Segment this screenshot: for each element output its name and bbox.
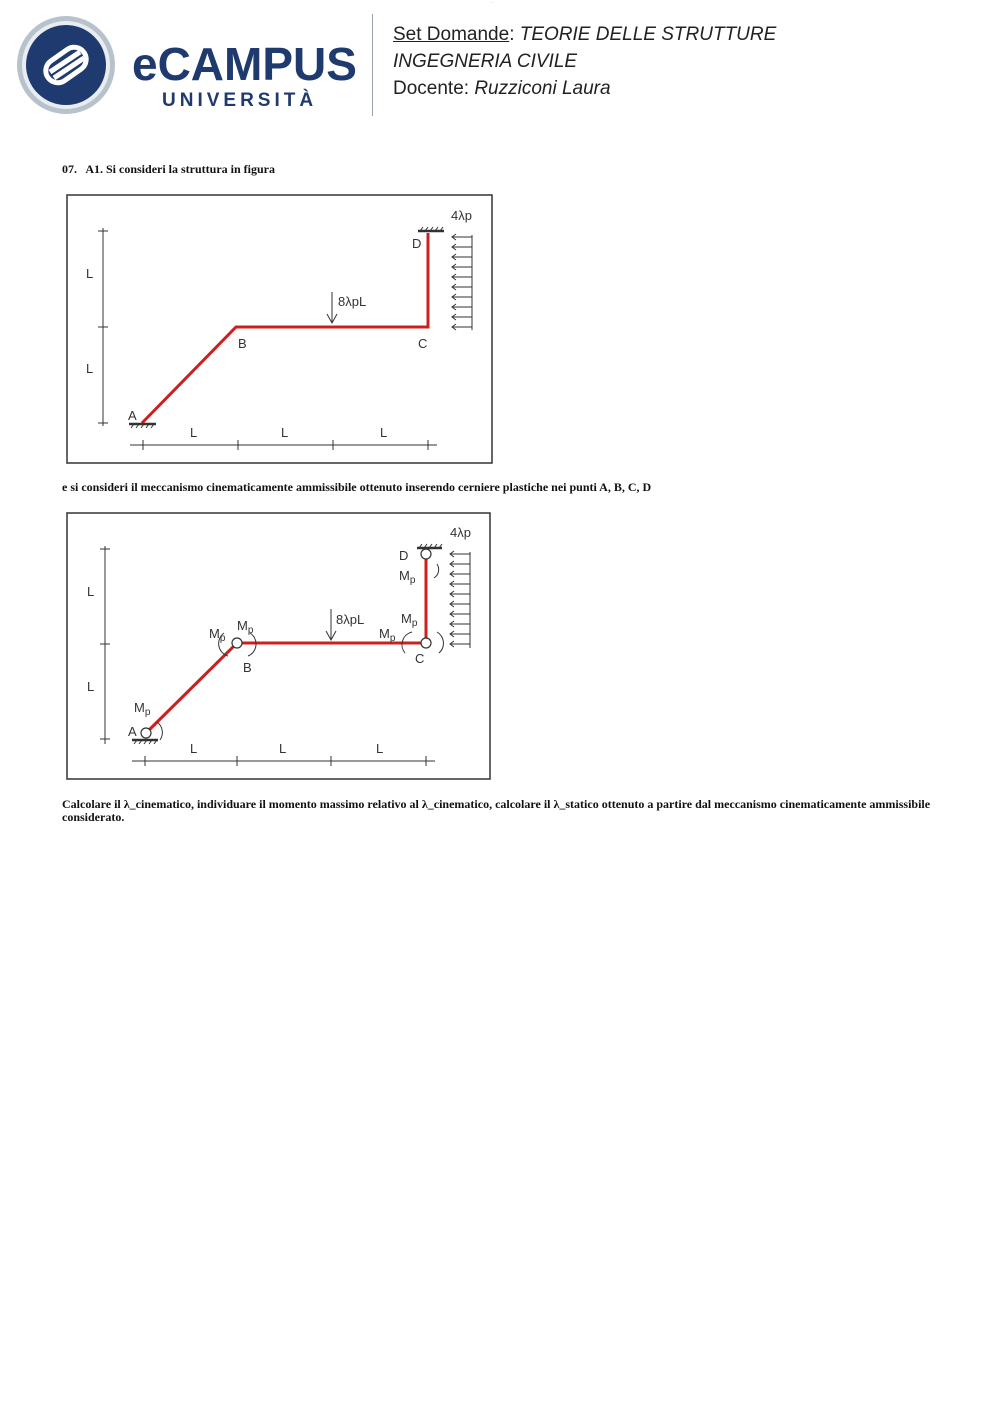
point-load-label: 8λpL: [338, 294, 367, 309]
distributed-load-label: 4λp: [450, 525, 471, 540]
node-label-a: A: [128, 408, 137, 423]
svg-text:Mp: $M_p$: [379, 626, 396, 644]
header-line-teacher: Docente: Ruzziconi Laura: [393, 78, 611, 99]
node-label-b: B: [238, 336, 247, 351]
dim-label: L: [87, 584, 95, 599]
dim-label: L: [281, 425, 289, 440]
point-load-label: 8λpL: [336, 612, 365, 627]
svg-text:Mp: $M_p$: [209, 626, 226, 644]
logo-brand: eCAMPUS: [132, 38, 357, 90]
question-task: Calcolare il λ_cinematico, individuare il momento massimo relativo al λ_cinematico, calcolare il λ_statico ottenuto a partire dal meccanismo cinematicamente ammissibile considerato.: [62, 797, 931, 824]
header-divider: [372, 14, 373, 116]
logo-badge: [26, 25, 106, 105]
distributed-load-label: 4λp: [451, 208, 472, 223]
dim-label: L: [279, 741, 287, 756]
structure-figure: [62, 190, 497, 468]
node-label-a: A: [128, 724, 137, 739]
question-mechanism: e si consideri il meccanismo cinematicamente ammissibile ottenuto inserendo cerniere plastiche nei punti A, B, C, D: [62, 480, 652, 494]
header-line-set: Set Domande: TEORIE DELLE STRUTTURE: [393, 24, 777, 45]
dim-label: L: [376, 741, 384, 756]
header-line-degree: INGEGNERIA CIVILE: [393, 51, 578, 72]
mechanism-figure: [62, 508, 495, 784]
logo-sub: UNIVERSITÀ: [162, 90, 318, 111]
dim-label: L: [380, 425, 388, 440]
ecampus-logo: [14, 14, 359, 118]
course-title: TEORIE DELLE STRUTTURE: [519, 24, 777, 45]
node-label-b: B: [243, 660, 252, 675]
page-marker: ···: [490, 0, 494, 5]
dim-label: L: [87, 679, 95, 694]
dim-label: L: [86, 361, 94, 376]
svg-text:Mp: $M_p$: [237, 618, 254, 636]
teacher-name: Ruzziconi Laura: [474, 78, 611, 99]
svg-text:Mp: $M_p$: [401, 611, 418, 629]
svg-text:Mp: $M_p$: [134, 700, 151, 718]
svg-text:Mp: $M_p$: [399, 568, 416, 586]
dim-label: L: [86, 266, 94, 281]
node-label-d: D: [399, 548, 409, 563]
node-label-c: C: [418, 336, 428, 351]
dim-label: L: [190, 425, 198, 440]
dim-label: L: [190, 741, 198, 756]
node-label-d: D: [412, 236, 422, 251]
node-label-c: C: [415, 651, 425, 666]
question-intro: 07. A1. Si consideri la struttura in figura: [62, 162, 276, 176]
